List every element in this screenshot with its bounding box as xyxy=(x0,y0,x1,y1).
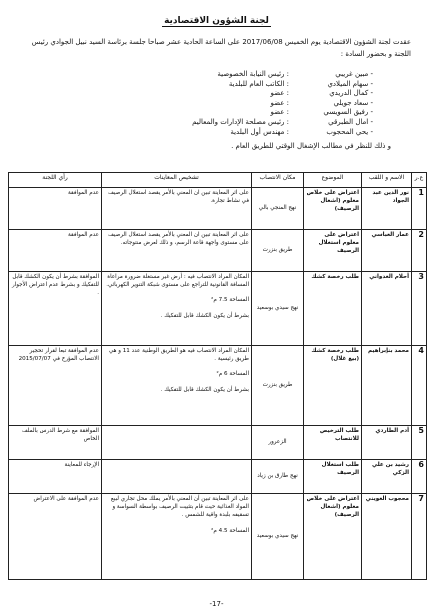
member-role: : مهندس أول البلدية xyxy=(230,127,289,136)
table-header-row xyxy=(9,173,427,188)
row-subject: اعتراض على خلاص معلوم (اشغال الرصيف) xyxy=(304,494,362,580)
row-location: الزعرور xyxy=(252,426,304,460)
page-title-text: لجنة الشؤون الاقتصادية xyxy=(164,16,269,26)
row-findings xyxy=(102,188,252,230)
finding-line: المكان المراد الانتصاب فيه : أرض غير مستغلة ضرورة مراعاة المسافة القانونية للتراجع على مستوى شبكة التنوير الكهربائي. xyxy=(106,274,249,289)
member-line xyxy=(33,118,373,128)
table-row xyxy=(9,426,427,460)
member-line xyxy=(33,128,373,138)
row-findings xyxy=(102,426,252,460)
row-subject: طلب رخصة كشك xyxy=(304,272,362,346)
row-number: 4 xyxy=(412,346,427,426)
member-name: - رفيق السويسي xyxy=(323,108,373,117)
row-subject: اعتراض على خلاص معلوم (اشغال الرصيف) xyxy=(304,188,362,230)
member-name: - سعاد جويلي xyxy=(333,98,373,107)
intro-paragraph: عقدت لجنة الشؤون الاقتصادية يوم الخميس 2017/06/08 على الساعة الحادية عشر صباحا جلسة برئاسة السيد نبيل الجوادي رئيس اللجنة و بحضور السادة : xyxy=(31,38,411,58)
row-location: طريق بنزرت xyxy=(252,346,304,426)
row-subject: طلب الترخيص للانتصاب xyxy=(304,426,362,460)
member-line xyxy=(33,108,373,118)
finding-line: المساحة 7.5 م² xyxy=(211,297,249,304)
row-name: رشيد بن علي الزكي xyxy=(362,460,412,494)
row-number: 2 xyxy=(412,230,427,272)
row-subject: طلب استغلال الرصيف xyxy=(304,460,362,494)
row-name: محجوب العويني xyxy=(362,494,412,580)
header-num: ع.ر xyxy=(412,173,427,188)
row-location: نهج طارق بن زياد xyxy=(252,460,304,494)
member-line xyxy=(33,80,373,90)
member-role: : عضو xyxy=(270,89,289,98)
member-role: : رئيس النيابة الخصوصية xyxy=(217,70,289,78)
row-location: نهج سيدي بوسعيد xyxy=(252,494,304,580)
row-name: محمد بنإبراهيم xyxy=(362,346,412,426)
finding-line: على اثر المعاينة تبين ان المعني بالأمر يقصد استغلال الرصيف على مستوى واجهة قاعة الرسم، و ذلك لعرض منتوجاته. xyxy=(108,232,249,247)
row-opinion: عدم الموافقة xyxy=(9,188,102,230)
member-line xyxy=(33,89,373,99)
row-findings xyxy=(102,230,252,272)
row-name: أدم الطاردي xyxy=(362,426,412,460)
header-name: الاسم و اللقب xyxy=(362,173,412,188)
members-list xyxy=(33,70,373,137)
row-location: نهج المنجي بالي xyxy=(252,188,304,230)
row-name: أحلام العدواني xyxy=(362,272,412,346)
row-location: نهج سيدي بوسعيد xyxy=(252,272,304,346)
member-line xyxy=(33,70,373,80)
table-row xyxy=(9,460,427,494)
row-findings xyxy=(102,272,252,346)
member-name: - كمال الدريدي xyxy=(329,89,373,98)
table-row xyxy=(9,494,427,580)
row-findings xyxy=(102,460,252,494)
row-number: 7 xyxy=(412,494,427,580)
finding-line: المساحة 6 م² xyxy=(216,371,249,378)
member-name: - امال الطبرقي xyxy=(328,117,373,126)
member-name: - سهام الميلادي xyxy=(327,79,373,88)
row-opinion: عدم الموافقة xyxy=(9,230,102,272)
row-opinion: الموافقة بشرط أن يكون الكشك قابل للتفكيك و بشرط عدم اعتراض الأجوار . xyxy=(9,272,102,346)
member-role: : الكاتب العام للبلدية xyxy=(228,79,289,88)
member-name: - مبين غريبي xyxy=(335,70,373,78)
finding-line: على اثر المعاينة تبين ان المعني بالأمر يقصد استغلال الرصيف في نشاط تجارة. xyxy=(108,190,249,205)
row-name: نور الدين عبد الجواد xyxy=(362,188,412,230)
table-row xyxy=(9,272,427,346)
row-findings xyxy=(102,494,252,580)
row-subject: اعتراض على معلوم استغلال الرصيف xyxy=(304,230,362,272)
table-row xyxy=(9,230,427,272)
table-row xyxy=(9,188,427,230)
row-number: 5 xyxy=(412,426,427,460)
table-row xyxy=(9,346,427,426)
row-opinion: عدم الموافقة تبعا لقرار تحجير الانتصاب المؤرخ في 2015/07/07 xyxy=(9,346,102,426)
row-opinion: الإرجاء للمعاينة xyxy=(9,460,102,494)
page-number: -17- xyxy=(209,600,224,608)
header-opinion: رأي اللجنة xyxy=(9,173,102,188)
finding-line: المكان المراد الانتصاب فيه هو الطريق الوطنية عدد 11 و هي طريق رئيسية . xyxy=(108,348,249,363)
row-number: 3 xyxy=(412,272,427,346)
row-location: طريق بنزرت xyxy=(252,230,304,272)
header-location: مكان الانتصاب xyxy=(252,173,304,188)
header-findings: تشخيص المعاينات xyxy=(102,173,252,188)
member-role: : عضو xyxy=(270,98,289,107)
row-opinion: عدم الموافقة على الاعتراض xyxy=(9,494,102,580)
row-findings xyxy=(102,346,252,426)
finding-line: بشرط أن يكون الكشك قابل للتفكيك . xyxy=(160,312,249,319)
finding-line: على اثر المعاينة تبين أن المعني بالأمر يملك محل تجاري لبيع المواد الغذائية حيث قام بتثبيت الرصيف بواسطة السواسة و تسقيفه بلبدة واقية للشمس . xyxy=(110,496,249,519)
member-role: : رئيس مصلحة الإدارات والمعاليم xyxy=(192,117,289,126)
member-role: : عضو xyxy=(270,108,289,117)
finding-line: المساحة 4.5 م² xyxy=(211,527,249,534)
closing-paragraph: و ذلك للنظر في مطالب الإشغال الوقتي للطريق العام . xyxy=(231,142,391,150)
row-subject: طلب رخصة كشك (بيع غلال) xyxy=(304,346,362,426)
requests-table xyxy=(8,172,427,580)
member-line xyxy=(33,99,373,109)
member-name: - يحي المحجوب xyxy=(326,127,373,136)
row-number: 1 xyxy=(412,188,427,230)
page-title xyxy=(0,16,433,26)
row-number: 6 xyxy=(412,460,427,494)
row-name: عمار العباسي xyxy=(362,230,412,272)
header-subject: الموضوع xyxy=(304,173,362,188)
finding-line: بشرط أن يكون الكشك قابل للتفكيك . xyxy=(160,386,249,393)
row-opinion: الموافقة مع شرط الدرس بالملف الخاص xyxy=(9,426,102,460)
